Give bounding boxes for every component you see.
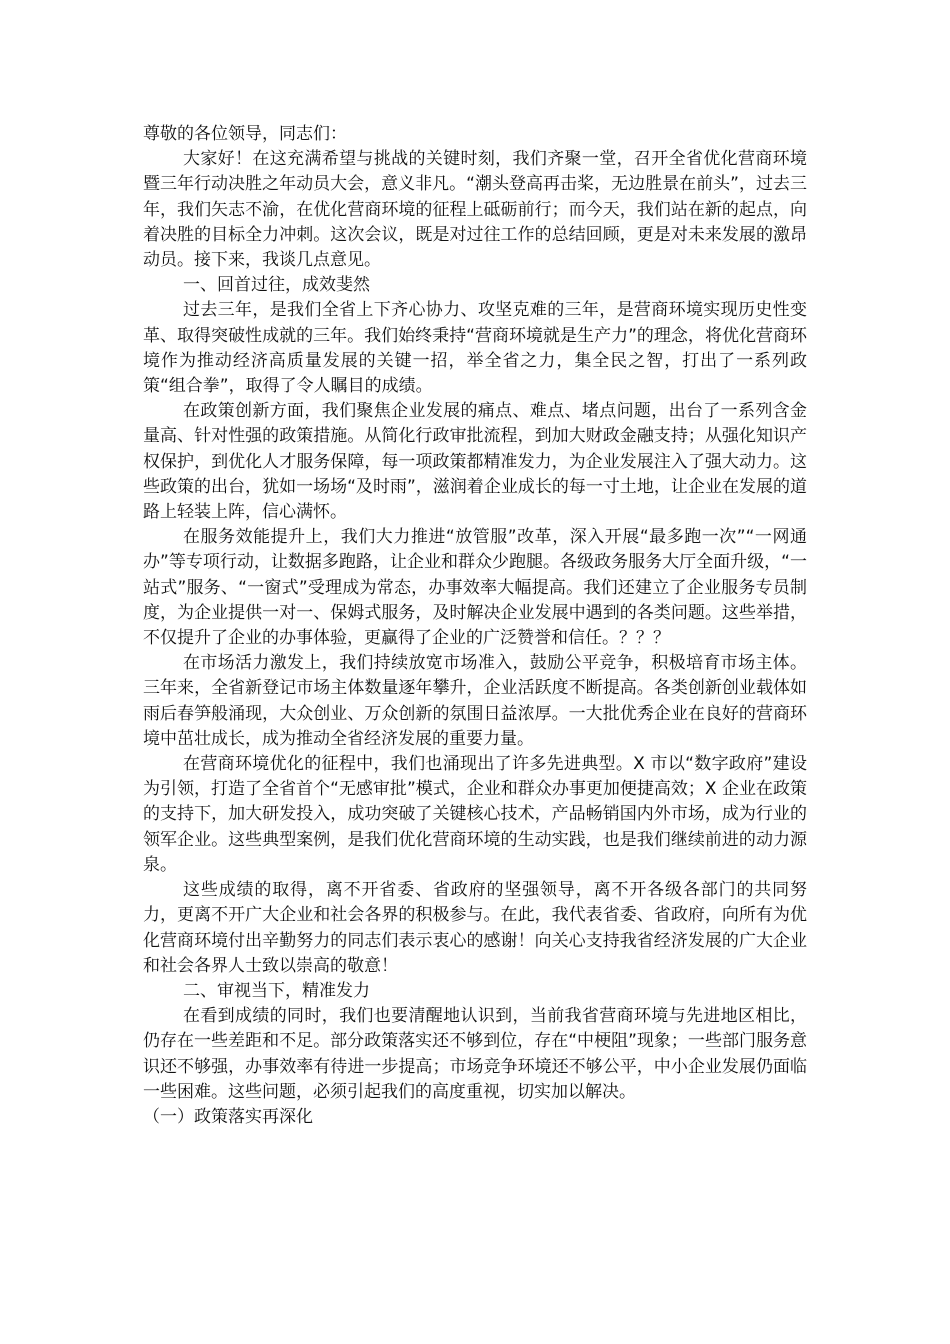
paragraph-service-efficiency: 在服务效能提升上，我们大力推进“放管服”改革，深入开展“最多跑一次”“一网通办”等专项行动，让数据多跑路，让企业和群众少跑腿。各级政务服务大厅全面升级，“一站式”服务、“一窗式”受理成为常态，办事效率大幅提高。我们还建立了企业服务专员制度，为企业提供一对一、保姆式服务，及时解决企业发展中遇到的各类问题。这些举措，不仅提升了企业的办事体验，更赢得了企业的广泛赞誉和信任。？？？ — [143, 527, 807, 649]
paragraph-achievements: 过去三年，是我们全省上下齐心协力、攻坚克难的三年，是营商环境实现历史性变革、取得突破性成就的三年。我们始终秉持“营商环境就是生产力”的理念，将优化营商环境作为推动经济高质量发展的关键一招，举全省之力，集全民之智，打出了一系列政策“组合拳”，取得了令人瞩目的成绩。 — [143, 300, 807, 397]
paragraph-market-vitality: 在市场活力激发上，我们持续放宽市场准入，鼓励公平竞争，积极培育市场主体。三年来，全省新登记市场主体数量逐年攀升，企业活跃度不断提高。各类创新创业载体如雨后春笋般涌现，大众创业、万众创新的氛围日益浓厚。一大批优秀企业在良好的营商环境中茁壮成长，成为推动全省经济发展的重要力量。 — [143, 653, 807, 749]
document-page — [143, 122, 807, 1130]
section-heading-2: 二、审视当下，精准发力 — [183, 980, 370, 1001]
paragraph-typical-cases: 在营商环境优化的征程中，我们也涌现出了许多先进典型。X 市以“数字政府”建设为引领，打造了全省首个“无感审批”模式，企业和群众办事更加便捷高效；X 企业在政策的支持下，加大研发投入，成功突破了关键核心技术，产品畅销国内外市场，成为行业的领军企业。这些典型案例，是我们优化营商环境的生动实践，也是我们继续前进的动力源泉。 — [143, 754, 807, 875]
paragraph-acknowledgement: 这些成绩的取得，离不开省委、省政府的坚强领导，离不开各级各部门的共同努力，更离不开广大企业和社会各界的积极参与。在此，我代表省委、省政府，向所有为优化营商环境付出辛勤努力的同志们表示衷心的感谢！向关心支持我省经济发展的广大企业和社会各界人士致以崇高的敬意！ — [143, 880, 807, 976]
paragraph-opening: 大家好！在这充满希望与挑战的关键时刻，我们齐聚一堂，召开全省优化营商环境暨三年行动决胜之年动员大会，意义非凡。“潮头登高再击桨，无边胜景在前头”，过去三年，我们矢志不渝，在优化营商环境的征程上砥砺前行；而今天，我们站在新的起点，向着决胜的目标全力冲刺。这次会议，既是对过往工作的总结回顾，更是对未来发展的激昂动员。接下来，我谈几点意见。 — [143, 149, 807, 271]
paragraph-policy-innovation: 在政策创新方面，我们聚焦企业发展的痛点、难点、堵点问题，出台了一系列含金量高、针对性强的政策措施。从简化行政审批流程，到加大财政金融支持；从强化知识产权保护，到优化人才服务保障，每一项政策都精准发力，为企业发展注入了强大动力。这些政策的出台，犹如一场场“及时雨”，滋润着企业成长的每一寸土地，让企业在发展的道路上轻装上阵，信心满怀。 — [143, 401, 807, 523]
salutation: 尊敬的各位领导，同志们： — [143, 124, 347, 144]
section-heading-1: 一、回首过往，成效斐然 — [183, 275, 370, 296]
paragraph-shortcomings: 在看到成绩的同时，我们也要清醒地认识到，当前我省营商环境与先进地区相比，仍存在一些差距和不足。部分政策落实还不够到位，存在“中梗阻”现象；一些部门服务意识还不够强，办事效率有待进一步提高；市场竞争环境还不够公平，中小企业发展仍面临一些困难。这些问题，必须引起我们的高度重视，切实加以解决。 — [143, 1006, 807, 1102]
subheading-policy-implementation: （一）政策落实再深化 — [143, 1106, 313, 1127]
